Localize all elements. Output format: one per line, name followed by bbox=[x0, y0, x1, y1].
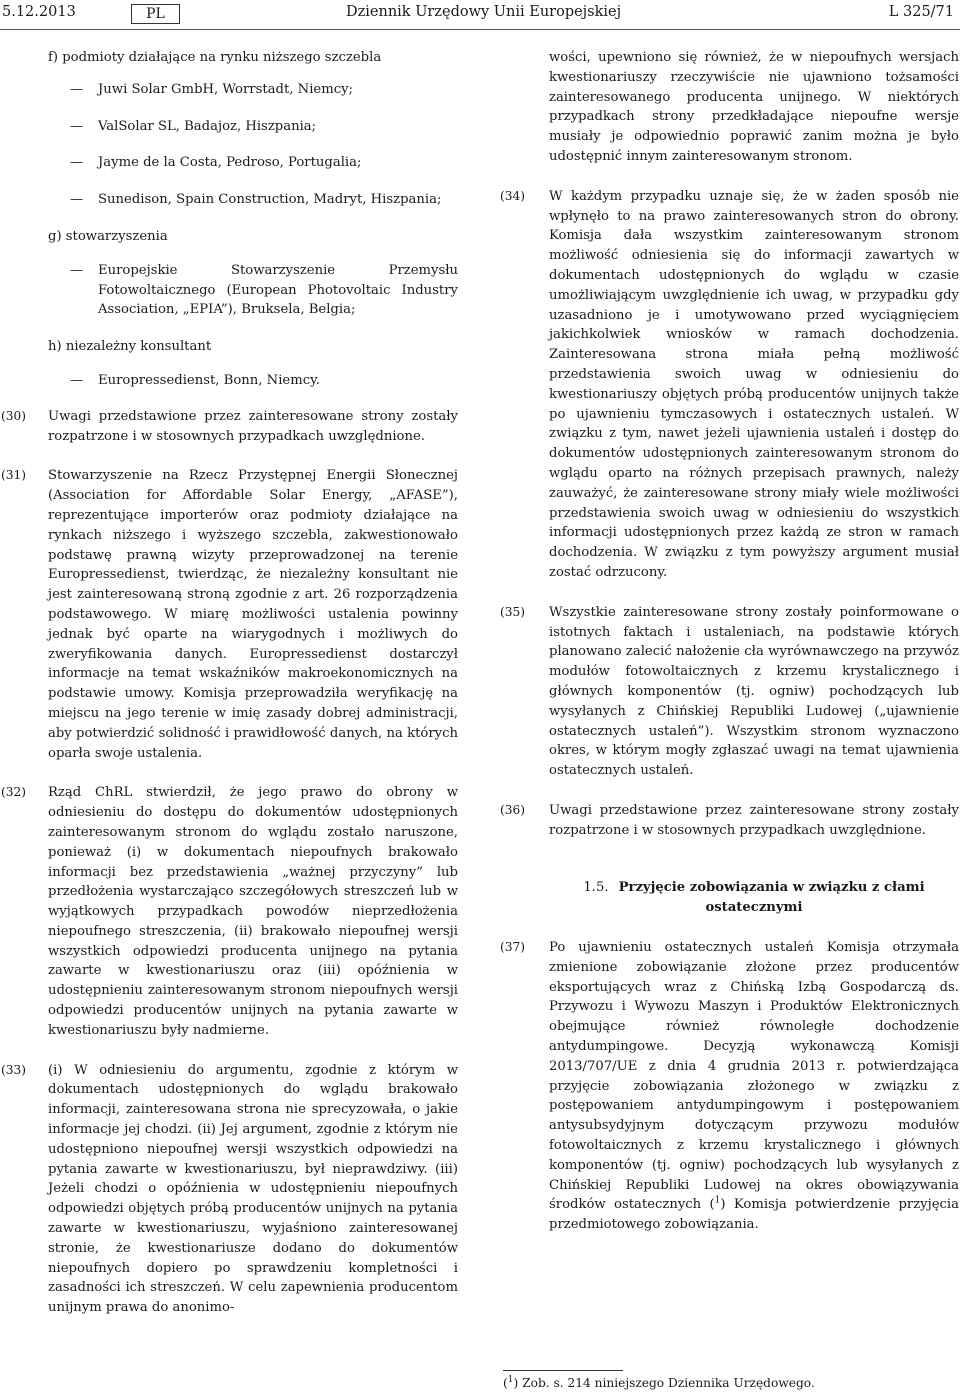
list-item: — ValSolar SL, Badajoz, Hiszpania; bbox=[48, 117, 458, 137]
paragraph-number: (31) bbox=[1, 468, 27, 483]
paragraph-number: (34) bbox=[500, 188, 526, 203]
list-item: — Europressedienst, Bonn, Niemcy. bbox=[48, 371, 458, 391]
section-heading bbox=[549, 878, 959, 918]
paragraph-number: (30) bbox=[1, 408, 27, 423]
paragraph-text: W każdym przypadku uznaje się, że w żaden sposób nie wpłynęło to na prawo zainteresowanych stron do obrony. Komisja dała wszystkim zainteresowanym stronom możliwość odniesienia się do informacji zawartych w dokumentach udostępnionych do wglądu w czasie umożliwiającym uwzględnienie ich uwag, w przypadku gdy uzasadniono je i umotywowano przed wyciągnięciem jakichkolwiek wniosków w ramach dochodzenia. Zainteresowana strona miała pełną możliwość przedstawienia swoich uwag w odniesieniu do kwestionariuszy objętych próbą producentów unijnych także po ujawnieniu tymczasowych i ostatecznych ustaleń. W związku z tym, nawet jeżeli ujawnienia ustaleń i dostęp do dokumentów udostępnionych zainteresowanym stronom do wglądu oparto na różnych przepisach prawnych, należy zauważyć, że zainteresowane strony miały wiele możliwości przedstawienia swoich uwag w odniesieniu do wszystkich informacji udostępnionych przez każdą ze stron w ramach dochodzenia. W związku z tym powyższy argument musiał zostać odrzucony. bbox=[549, 188, 959, 580]
paragraph-text bbox=[549, 938, 959, 1235]
paragraph-text: Rząd ChRL stwierdził, że jego prawo do obrony w odniesieniu do dostępu do dokumentów udostępnionych zainteresowanym stronom do wglądu zostało naruszone, ponieważ (i) w dokumentach niepoufnych brakowało informacji bez przedstawienia „ważnej przyczyny” lub przedłożenia wystarczająco szczegółowych streszczeń lub w wyjątkowych przypadkach powodów nieprzedłożenia niepoufnego streszczenia, (ii) brakowało niepoufnej wersji wszystkich odpowiedzi producenta unijnego na pytania zawarte w kwestionariuszu oraz (iii) opóźnienia w udostępnieniu zainteresowanym stronom niepoufnych wersji odpowiedzi producentów unijnych na pytania zawarte w kwestionariuszu były nadmierne. bbox=[48, 785, 458, 1038]
paragraph-number: (35) bbox=[500, 604, 526, 619]
header-divider bbox=[0, 29, 960, 30]
paragraph-34 bbox=[500, 187, 959, 583]
left-column bbox=[1, 48, 458, 1318]
language-badge: PL bbox=[131, 4, 180, 24]
paragraph-number: (36) bbox=[500, 802, 526, 817]
journal-title: Dziennik Urzędowy Unii Europejskiej bbox=[346, 4, 622, 20]
list-item: — Jayme de la Costa, Pedroso, Portugalia; bbox=[48, 153, 458, 173]
page-reference: L 325/71 bbox=[888, 4, 954, 20]
footnote-divider bbox=[503, 1370, 623, 1371]
paragraph-36 bbox=[500, 801, 959, 841]
footnote-ref[interactable]: 1 bbox=[714, 1196, 721, 1207]
paragraph-number: (32) bbox=[1, 785, 27, 800]
paragraph-text: Uwagi przedstawione przez zainteresowane strony zostały rozpatrzone i w stosownych przypadkach uwzględnione. bbox=[549, 802, 959, 838]
paragraph-number: (33) bbox=[1, 1062, 27, 1077]
list-label-h: h) niezależny konsultant bbox=[48, 339, 212, 355]
paragraph-text: Wszystkie zainteresowane strony zostały poinformowane o istotnych faktach i ustaleniach, na podstawie których planowano zalecić nałożenie cła wyrównawczego na przywóz modułów fotowoltaicznych z krzemu krystalicznego i głównych komponentów (tj. ogniw) pochodzących lub wysyłanych z Chińskiej Republiki Ludowej („ujawnienie ostatecznych ustaleń”). Wszystkim stronom wyznaczono okres, w którym mogły zgłaszać uwagi na temat ujawnienia ostatecznych ustaleń. bbox=[549, 604, 959, 779]
paragraph-37 bbox=[500, 938, 959, 1235]
right-column bbox=[500, 48, 959, 1235]
paragraph-30 bbox=[1, 407, 458, 447]
paragraph-text: (i) W odniesieniu do argumentu, zgodnie z którym w dokumentach udostępnionych do wglądu brakowało informacji, zainteresowana strona nie sprecyzowała, o jakie informacje jej chodzi. (ii) Jej argument, zgodnie z którym nie udostępniono niepoufnej wersji wszystkich odpowiedzi na pytania zawarte w kwestionariuszu, był nieprawdziwy. (iii) Jeżeli chodzi o opóźnienia w udostępnieniu niepoufnych odpowiedzi objętych próbą producentów unijnych na pytania zawarte w kwestionariuszu, wyjaśniono zainteresowanej stronie, że kwestionariusze dodano do dokumentów niepoufnych dopiero po sprawdzeniu kompletności i zasadności ich streszczeń. W celu zapewnienia producentom unijnym prawa do anonimo- bbox=[48, 1062, 458, 1316]
paragraph-32 bbox=[1, 783, 458, 1040]
section-title: Przyjęcie zobowiązania w związku z cłami ostatecznymi bbox=[618, 880, 925, 916]
paragraph-text: Uwagi przedstawione przez zainteresowane strony zostały rozpatrzone i w stosownych przypadkach uwzględnione. bbox=[48, 408, 458, 444]
list-label-f: f) podmioty działające na rynku niższego szczebla bbox=[48, 50, 382, 65]
list-item: — Juwi Solar GmbH, Worrstadt, Niemcy; bbox=[48, 80, 458, 100]
paragraph-33 bbox=[1, 1061, 458, 1318]
paragraph-text: Stowarzyszenie na Rzecz Przystępnej Energii Słonecznej (Association for Affordable Solar Energy, „AFASE”), reprezentujące importerów oraz podmioty działające na rynkach niższego i wyższego szczebla, zakwestionowało podstawę prawną wizyty przeprowadzonej na terenie Europressedienst, twierdząc, że niezależny konsultant nie jest zainteresowaną stroną zgodnie z art. 26 rozporządzenia podstawowego. W miarę możliwości ustalenia powinny jednak być oparte na wiarygodnych i możliwych do zweryfikowania danych. Europressedienst dostarczył informacje na temat wskaźników makroekonomicznych na podstawie umowy. Komisja przeprowadziła weryfikację na miejscu na jego terenie w imię zasady dobrej administracji, aby potwierdzić solidność i prawidłowość danych, na których oparła swoje ustalenia. bbox=[48, 468, 458, 761]
list-item: — Sunedison, Spain Construction, Madryt, Hiszpania; bbox=[48, 190, 458, 210]
footnote: ($^1$) Zob. s. 214 niniejszego Dziennika Urzędowego. bbox=[503, 1374, 815, 1390]
paragraph-number: (37) bbox=[500, 940, 526, 955]
footnote-marker: 1 bbox=[507, 1374, 514, 1385]
footnote-text: Zob. s. 214 niniejszego Dziennika Urzędowego. bbox=[522, 1376, 815, 1390]
publication-date: 5.12.2013 bbox=[2, 4, 76, 20]
paragraph-35 bbox=[500, 603, 959, 781]
section-number: 1.5. bbox=[583, 880, 609, 896]
paragraph-31 bbox=[1, 466, 458, 763]
paragraph-continuation: wości, upewniono się również, że w niepoufnych wersjach kwestionariuszy rzeczywiście nie ujawniono tożsamości zainteresowanego producenta unijnego. W niektórych przypadkach strony przedkładające niepoufne wersje musiały je odpowiednio poprawić zanim można je było udostępnić innym zainteresowanym stronom. bbox=[549, 50, 959, 164]
page-header bbox=[0, 0, 960, 30]
list-item: — Europejskie Stowarzyszenie Przemysłu Fotowoltaicznego (European Photovoltaic Industry Association, „EPIA”), Bruksela, Belgia; bbox=[48, 261, 458, 320]
list-label-g: g) stowarzyszenia bbox=[48, 228, 168, 244]
paragraph-text-part: Po ujawnieniu ostatecznych ustaleń Komisja otrzymała zmienione zobowiązanie złożone przez producentów eksportujących wraz z Chińską Izbą Gospodarczą ds. Przywozu i Wywozu Maszyn i Produktów Elektronicznych obejmujące również równoległe dochodzenie antydumpingowe. Decyzją wykonawczą Komisji 2013/707/UE z dnia 4 grudnia 2013 r. potwierdzająca przyjęcie zobowiązania złożonego w związku z postępowaniem antydumpingowym i postępowaniem antysubsydyjnym dotyczącym przywozu modułów fotowoltaicznych z krzemu krystalicznego i głównych komponentów (tj. ogniw) pochodzących lub wysyłanych z Chińskiej Republiki Ludowej na okres obowiązywania środków ostatecznych ( bbox=[549, 940, 959, 1213]
paragraph-text-part: ) Komisja potwierdzenie przyjęcia przedmiotowego zobowiązania. bbox=[549, 1197, 959, 1233]
